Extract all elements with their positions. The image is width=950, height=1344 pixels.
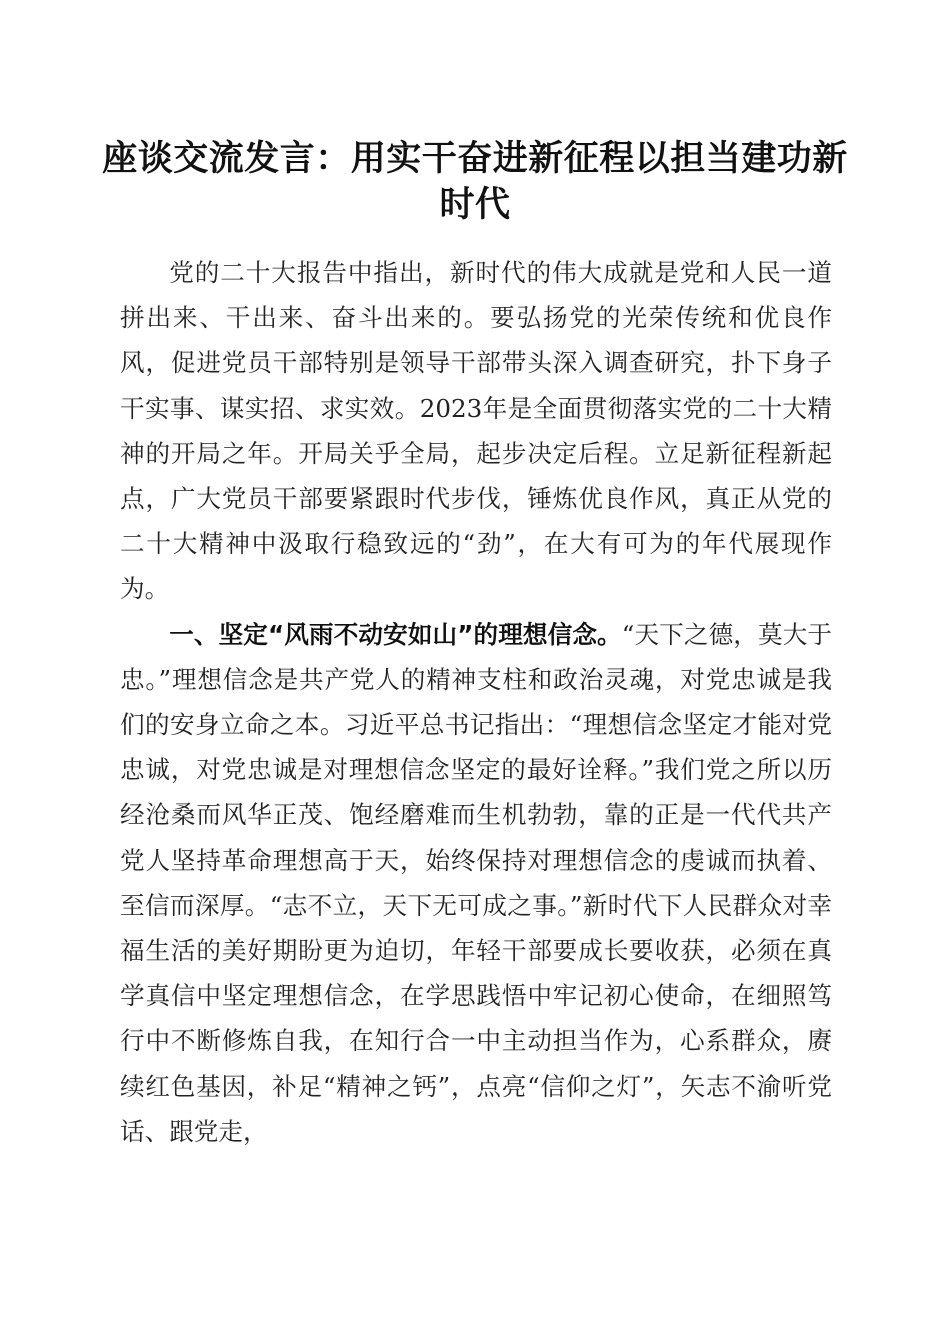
paragraph-text: “天下之德，莫大于忠。”理想信念是共产党人的精神支柱和政治灵魂，对党忠诚是我们的安身立命之本。习近平总书记指出：“理想信念坚定才能对党忠诚，对党忠诚是对理想信念坚定的最好诠释。”我们党之所以历经沧桑而风华正茂、饱经磨难而生机勃勃，靠的正是一代代共产党人坚持革命理想高于天，始终保持对理想信念的虔诚而执着、至信而深厚。“志不立，天下无可成之事。”新时代下人民群众对幸福生活的美好期盼更为迫切，年轻干部要成长要收获，必须在真学真信中坚定理想信念，在学思践悟中牢记初心使命，在细照笃行中不断修炼自我，在知行合一中主动担当作为，心系群众，赓续红色基因，补足“精神之钙”，点亮“信仰之灯”，矢志不渝听党话、跟党走， [120,619,832,1146]
paragraph-section-one [120,612,832,1154]
document-body [120,250,832,1154]
paragraph-text: 党的二十大报告中指出，新时代的伟大成就是党和人民一道拼出来、干出来、奋斗出来的。要弘扬党的光荣传统和优良作风，促进党员干部特别是领导干部带头深入调查研究，扑下身子干实事、谋实招、求实效。2023年是全面贯彻落实党的二十大精神的开局之年。开局关乎全局，起步决定后程。立足新征程新起点，广大党员干部要紧跟时代步伐，锤炼优良作风，真正从党的二十大精神中汲取行稳致远的“劲”，在大有可为的年代展现作为。 [120,258,832,604]
paragraph-intro [120,250,832,612]
document-title: 座谈交流发言：用实干奋进新征程以担当建功新时代 [102,139,848,225]
section-heading: 一、坚定“风雨不动安如山”的理想信念。 [169,619,622,649]
